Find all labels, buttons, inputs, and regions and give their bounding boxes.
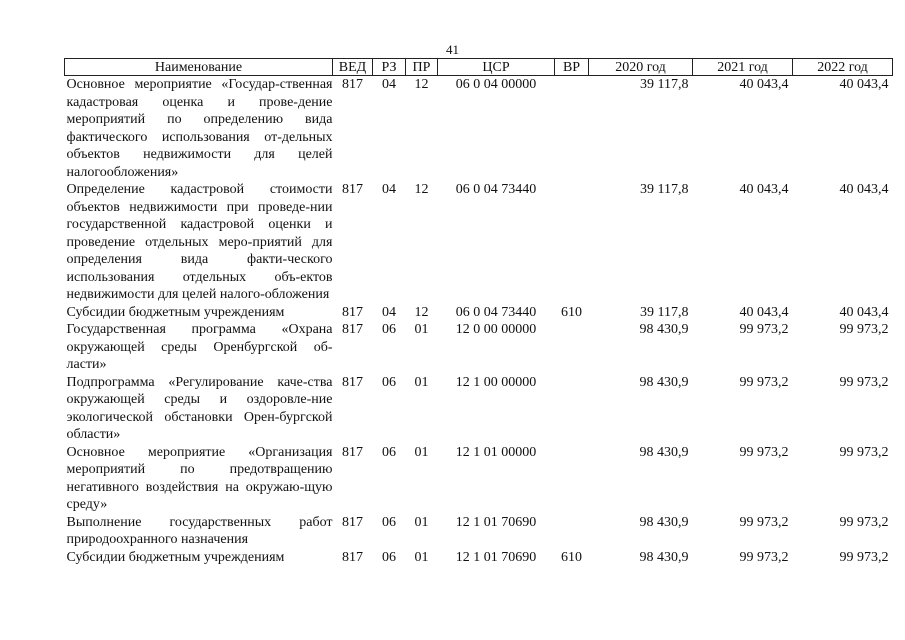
row-amount-2020: 39 117,8 (640, 304, 689, 320)
row-amount-2021: 40 043,4 (739, 182, 789, 197)
row-csr: 12 1 01 70690 (455, 549, 537, 565)
row-ved: 817 (342, 514, 363, 530)
row-amount-2022: 99 973,2 (839, 322, 889, 337)
row-vr (555, 181, 589, 304)
row-vr (555, 444, 589, 514)
page-number: 41 (446, 42, 459, 57)
row-ved: 817 (342, 182, 363, 197)
row-amount-2021: 99 973,2 (739, 549, 789, 565)
row-rz: 04 (382, 304, 396, 320)
row-pr: 01 (414, 322, 429, 337)
row-amount-2020: 98 430,9 (639, 322, 689, 337)
row-name: Основное мероприятие «Организация мероприятий по предотвращению негативного воздействия на окружаю-щую среду» (66, 444, 333, 512)
table-row (65, 374, 893, 444)
row-pr: 01 (414, 444, 429, 460)
row-csr: 06 0 04 00000 (455, 77, 537, 92)
row-amount-2022: 40 043,4 (839, 304, 889, 320)
row-pr: 12 (414, 77, 429, 92)
row-rz: 06 (382, 549, 396, 565)
row-amount-2022: 99 973,2 (839, 514, 889, 530)
row-rz: 06 (382, 374, 396, 390)
row-amount-2020: 98 430,9 (639, 549, 689, 565)
header-2021: 2021 год (693, 59, 793, 76)
table-row (65, 76, 893, 182)
header-ved: ВЕД (333, 59, 373, 76)
row-vr: 610 (561, 549, 582, 565)
table-row (65, 321, 893, 374)
table-row (65, 304, 893, 322)
row-pr: 12 (414, 304, 429, 320)
header-2022: 2022 год (793, 59, 893, 76)
row-amount-2022: 99 973,2 (839, 374, 889, 390)
row-amount-2020: 98 430,9 (639, 444, 689, 460)
header-rz: РЗ (373, 59, 406, 76)
row-rz: 04 (382, 182, 396, 197)
row-name: Субсидии бюджетным учреждениям (66, 304, 285, 320)
row-csr: 06 0 04 73440 (455, 304, 537, 320)
header-csr: ЦСР (438, 59, 555, 76)
row-amount-2021: 99 973,2 (739, 374, 789, 390)
row-pr: 12 (414, 182, 429, 197)
row-rz: 06 (382, 444, 396, 460)
row-amount-2021: 99 973,2 (739, 444, 789, 460)
row-rz: 06 (382, 514, 396, 530)
row-amount-2020: 39 117,8 (640, 77, 689, 92)
row-pr: 01 (414, 374, 429, 390)
row-amount-2021: 99 973,2 (739, 514, 789, 530)
row-ved: 817 (342, 444, 363, 460)
table-row (65, 514, 893, 549)
row-amount-2020: 98 430,9 (639, 374, 689, 390)
row-csr: 12 0 00 00000 (455, 322, 537, 337)
header-vr: ВР (555, 59, 589, 76)
table-row (65, 181, 893, 304)
row-amount-2021: 99 973,2 (739, 322, 789, 337)
row-vr (555, 374, 589, 444)
row-csr: 12 1 01 00000 (455, 444, 537, 460)
row-vr (555, 76, 589, 182)
row-ved: 817 (342, 374, 363, 390)
row-amount-2021: 40 043,4 (739, 304, 789, 320)
row-amount-2020: 98 430,9 (639, 514, 689, 530)
row-name: Основное мероприятие «Государ-ственная кадастровая оценка и прове-дение мероприятий по определению вида фактического использования от-дельных объектов недвижимости для целей налогообложения» (66, 77, 333, 180)
row-name: Подпрограмма «Регулирование каче-ства окружающей среды и оздоровле-ние экологической обстановки Орен-бургской области» (66, 374, 333, 442)
header-name: Наименование (65, 59, 333, 76)
row-vr: 610 (561, 304, 582, 320)
row-csr: 06 0 04 73440 (455, 182, 537, 197)
row-csr: 12 1 00 00000 (455, 374, 537, 390)
row-ved: 817 (342, 322, 363, 337)
row-name: Государственная программа «Охрана окружающей среды Оренбургской об-ласти» (66, 322, 333, 372)
row-pr: 01 (414, 514, 429, 530)
table-header-row (65, 59, 893, 76)
header-pr: ПР (406, 59, 438, 76)
row-vr (555, 514, 589, 549)
row-amount-2022: 40 043,4 (839, 182, 889, 197)
budget-table (64, 58, 893, 566)
row-amount-2020: 39 117,8 (640, 182, 689, 197)
row-rz: 06 (382, 322, 396, 337)
table-row (65, 444, 893, 514)
row-ved: 817 (342, 304, 363, 320)
row-pr: 01 (414, 549, 429, 565)
table-row (65, 549, 893, 567)
row-ved: 817 (342, 549, 363, 565)
row-amount-2022: 99 973,2 (839, 444, 889, 460)
row-amount-2022: 40 043,4 (839, 77, 889, 92)
row-amount-2022: 99 973,2 (839, 549, 889, 565)
row-name: Выполнение государственных работ природоохранного назначения (66, 514, 333, 547)
row-name: Субсидии бюджетным учреждениям (66, 549, 285, 565)
row-ved: 817 (342, 77, 363, 92)
row-vr (555, 321, 589, 374)
row-amount-2021: 40 043,4 (739, 77, 789, 92)
row-name: Определение кадастровой стоимости объектов недвижимости при проведе-нии государственной кадастровой оценки и проведение отдельных меро-приятий для определения вида факти-ческого использования отдельных объ-ектов недвижимости для целей налого-обложения (66, 182, 333, 302)
row-csr: 12 1 01 70690 (455, 514, 537, 530)
header-2020: 2020 год (589, 59, 693, 76)
row-rz: 04 (382, 77, 396, 92)
